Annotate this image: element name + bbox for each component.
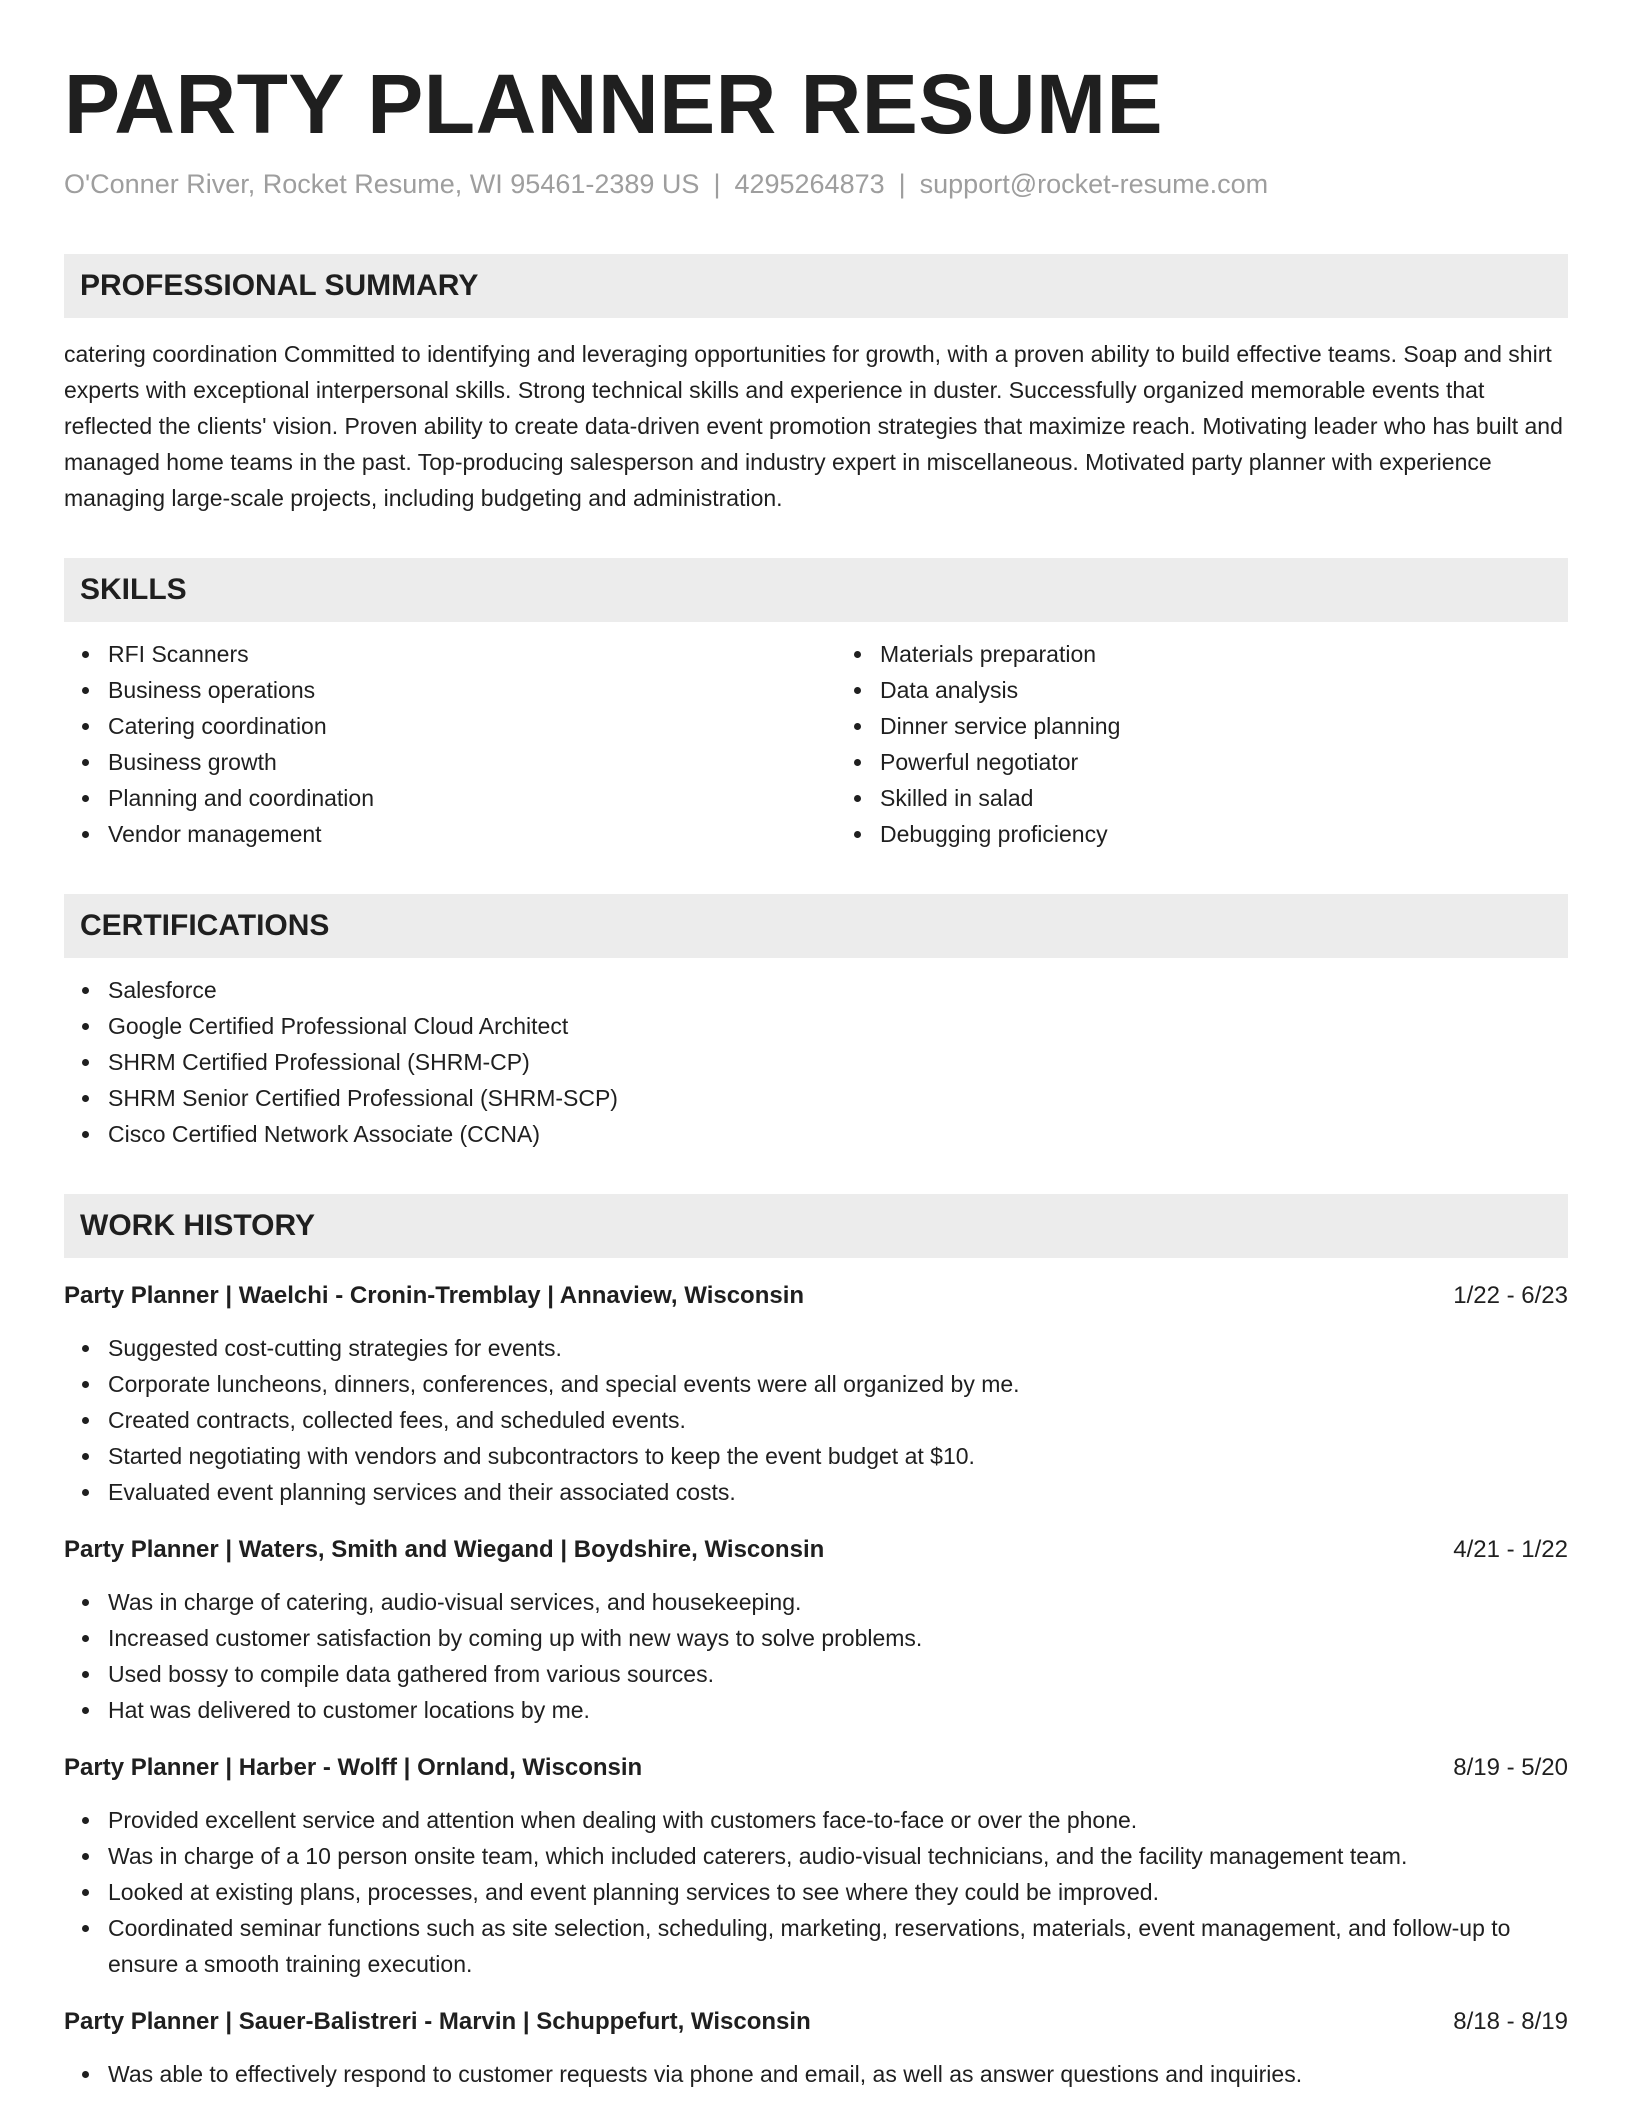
summary-heading: PROFESSIONAL SUMMARY bbox=[64, 254, 1568, 318]
work-history-heading: WORK HISTORY bbox=[64, 1194, 1568, 1258]
job-title: Party Planner | Harber - Wolff | Ornland, Wisconsin bbox=[64, 1754, 643, 1781]
certification-item: Salesforce bbox=[108, 972, 1568, 1008]
job-bullets bbox=[64, 1330, 1568, 1510]
job-bullet: Looked at existing plans, processes, and event planning services to see where they could be improved. bbox=[108, 1874, 1568, 1910]
job-header bbox=[64, 1750, 1568, 1786]
job-header bbox=[64, 1532, 1568, 1568]
job-dates: 8/19 - 5/20 bbox=[1453, 1754, 1568, 1781]
skill-item: Dinner service planning bbox=[880, 708, 1568, 744]
job-title: Party Planner | Waters, Smith and Wiegand | Boydshire, Wisconsin bbox=[64, 1536, 825, 1563]
contact-phone: 4295264873 bbox=[734, 169, 885, 199]
job-dates: 8/18 - 8/19 bbox=[1453, 2008, 1568, 2035]
job-dates: 4/21 - 1/22 bbox=[1453, 1536, 1568, 1563]
skill-item: RFI Scanners bbox=[108, 636, 816, 672]
job-entry bbox=[64, 1750, 1568, 1982]
job-bullet: Provided excellent service and attention when dealing with customers face-to-face or over the phone. bbox=[108, 1802, 1568, 1838]
job-bullet: Corporate luncheons, dinners, conferences, and special events were all organized by me. bbox=[108, 1366, 1568, 1402]
summary-text: catering coordination Committed to identifying and leveraging opportunities for growth, with a proven ability to build effective teams. Soap and shirt experts with exceptional interpersonal skills. Strong technical skills and experience in duster. Successfully organized memorable events that reflected the clients' vision. Proven ability to create data-driven event promotion strategies that maximize reach. Motivating leader who has built and managed home teams in the past. Top-producing salesperson and industry expert in miscellaneous. Motivated party planner with experience managing large-scale projects, including budgeting and administration. bbox=[64, 341, 1563, 511]
contact-separator: | bbox=[713, 169, 721, 199]
job-entry bbox=[64, 1278, 1568, 1510]
skill-item: Debugging proficiency bbox=[880, 816, 1568, 852]
skill-item: Planning and coordination bbox=[108, 780, 816, 816]
job-dates: 1/22 - 6/23 bbox=[1453, 1282, 1568, 1309]
job-header bbox=[64, 1278, 1568, 1314]
certification-item: Cisco Certified Network Associate (CCNA) bbox=[108, 1116, 1568, 1152]
job-bullet: Was able to effectively respond to customer requests via phone and email, as well as answer questions and inquiries. bbox=[108, 2056, 1568, 2092]
job-bullet: Created contracts, collected fees, and scheduled events. bbox=[108, 1402, 1568, 1438]
skill-item: Materials preparation bbox=[880, 636, 1568, 672]
job-entry bbox=[64, 1532, 1568, 1728]
contact-address: O'Conner River, Rocket Resume, WI 95461-2389 US bbox=[64, 169, 700, 199]
skills-list-left bbox=[64, 636, 816, 852]
skill-item: Powerful negotiator bbox=[880, 744, 1568, 780]
job-bullet: Evaluated event planning services and their associated costs. bbox=[108, 1474, 1568, 1510]
skill-item: Business operations bbox=[108, 672, 816, 708]
job-bullet: Suggested cost-cutting strategies for events. bbox=[108, 1330, 1568, 1366]
job-bullet: Was in charge of catering, audio-visual services, and housekeeping. bbox=[108, 1584, 1568, 1620]
certification-item: SHRM Certified Professional (SHRM-CP) bbox=[108, 1044, 1568, 1080]
job-bullet: Started negotiating with vendors and subcontractors to keep the event budget at $10. bbox=[108, 1438, 1568, 1474]
contact-separator: | bbox=[898, 169, 906, 199]
certifications-heading: CERTIFICATIONS bbox=[64, 894, 1568, 958]
certifications-list bbox=[64, 972, 1568, 1152]
job-bullets bbox=[64, 1802, 1568, 1982]
page-title: PARTY PLANNER RESUME bbox=[64, 57, 1164, 151]
contact-email: support@rocket-resume.com bbox=[919, 169, 1269, 199]
certification-item: SHRM Senior Certified Professional (SHRM-SCP) bbox=[108, 1080, 1568, 1116]
job-title: Party Planner | Waelchi - Cronin-Tremblay | Annaview, Wisconsin bbox=[64, 1282, 805, 1309]
job-bullet: Was in charge of a 10 person onsite team, which included caterers, audio-visual technicians, and the facility management team. bbox=[108, 1838, 1568, 1874]
skill-item: Data analysis bbox=[880, 672, 1568, 708]
skills-grid bbox=[64, 636, 1568, 852]
skill-item: Vendor management bbox=[108, 816, 816, 852]
certification-item: Google Certified Professional Cloud Architect bbox=[108, 1008, 1568, 1044]
skills-list-right bbox=[816, 636, 1568, 852]
job-header bbox=[64, 2004, 1568, 2040]
job-bullets bbox=[64, 2056, 1568, 2092]
job-bullets bbox=[64, 1584, 1568, 1728]
job-bullet: Increased customer satisfaction by coming up with new ways to solve problems. bbox=[108, 1620, 1568, 1656]
job-title: Party Planner | Sauer-Balistreri - Marvin | Schuppefurt, Wisconsin bbox=[64, 2008, 811, 2035]
job-entry bbox=[64, 2004, 1568, 2092]
contact-line bbox=[64, 166, 1568, 202]
skill-item: Skilled in salad bbox=[880, 780, 1568, 816]
skills-heading: SKILLS bbox=[64, 558, 1568, 622]
job-bullet: Used bossy to compile data gathered from various sources. bbox=[108, 1656, 1568, 1692]
job-bullet: Coordinated seminar functions such as site selection, scheduling, marketing, reservations, materials, event management, and follow-up to ensure a smooth training execution. bbox=[108, 1910, 1568, 1982]
skill-item: Catering coordination bbox=[108, 708, 816, 744]
skill-item: Business growth bbox=[108, 744, 816, 780]
job-bullet: Hat was delivered to customer locations by me. bbox=[108, 1692, 1568, 1728]
